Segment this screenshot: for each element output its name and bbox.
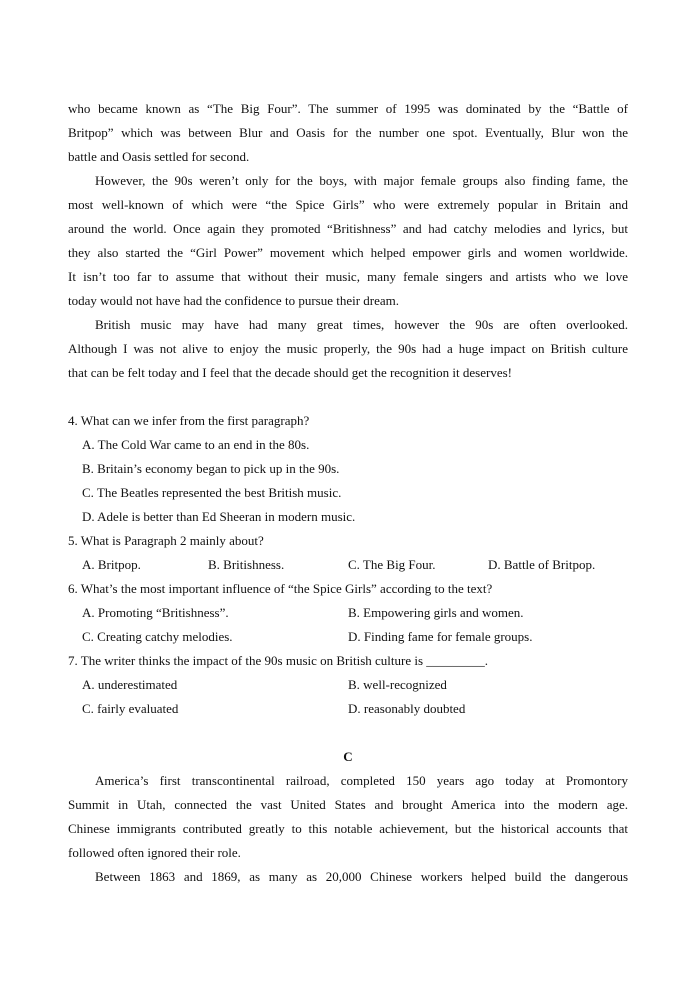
question-6-option-a: A. Promoting “Britishness”. [82,605,229,620]
passage-b-paragraph-1 [68,97,628,169]
question-4-option-a: A. The Cold War came to an end in the 80s. [82,437,310,452]
section-c-title: C [343,749,353,764]
question-7-option-c: C. fairly evaluated [82,701,179,716]
question-5-option-d: D. Battle of Britpop. [488,557,596,572]
question-7-option-a: A. underestimated [82,677,178,692]
question-6-option-d: D. Finding fame for female groups. [348,629,533,644]
text-line: Although I was not alive to enjoy the music properly, the 90s had a huge impact on British culture [68,341,628,356]
question-7-option-b: B. well-recognized [348,677,447,692]
text-line: most well-known of which were “the Spice Girls” who were extremely popular in Britain and [68,197,628,212]
question-7-option-d: D. reasonably doubted [348,701,466,716]
text-line: Summit in Utah, connected the vast United States and brought America into the modern age. [68,797,628,812]
text-line: British music may have had many great times, however the 90s are often overlooked. [95,317,628,332]
question-4-option-d: D. Adele is better than Ed Sheeran in modern music. [82,509,356,524]
question-4-option-b: B. Britain’s economy began to pick up in the 90s. [82,461,340,476]
text-line: followed often ignored their role. [68,845,241,860]
question-6-stem: 6. What’s the most important influence of “the Spice Girls” according to the text? [68,581,493,596]
text-line: Chinese immigrants contributed greatly to this notable achievement, but the historical accounts that [68,821,628,836]
text-line: that can be felt today and I feel that the decade should get the recognition it deserves! [68,365,512,380]
passage-c-paragraph-2 [68,865,628,889]
question-5-option-a: A. Britpop. [82,557,141,572]
text-line: However, the 90s weren’t only for the boys, with major female groups also finding fame, the [95,173,628,188]
text-line: today would not have had the confidence to pursue their dream. [68,293,400,308]
question-5-stem: 5. What is Paragraph 2 mainly about? [68,533,264,548]
text-line: America’s first transcontinental railroad, completed 150 years ago today at Promontory [95,773,628,788]
question-4-stem: 4. What can we infer from the first paragraph? [68,413,310,428]
text-line: who became known as “The Big Four”. The summer of 1995 was dominated by the “Battle of [68,101,628,116]
question-6-option-c: C. Creating catchy melodies. [82,629,233,644]
text-line: Between 1863 and 1869, as many as 20,000 Chinese workers helped build the dangerous [95,869,628,884]
question-7-stem: 7. The writer thinks the impact of the 90s music on British culture is _________. [68,653,489,668]
question-4-option-c: C. The Beatles represented the best British music. [82,485,342,500]
passage-c-paragraph-1 [68,769,628,865]
text-line: Britpop” which was between Blur and Oasis for the number one spot. Eventually, Blur won the [68,125,628,140]
text-line: around the world. Once again they promoted “Britishness” and had catchy melodies and lyrics, but [68,221,628,236]
text-line: It isn’t too far to assume that without their music, many female singers and artists who we love [68,269,628,284]
question-6-option-b: B. Empowering girls and women. [348,605,524,620]
passage-b-paragraph-3 [68,313,628,385]
question-5-option-c: C. The Big Four. [348,557,436,572]
text-line: they also started the “Girl Power” movement which helped empower girls and women worldwide. [68,245,628,260]
text-line: battle and Oasis settled for second. [68,149,250,164]
question-5-option-b: B. Britishness. [208,557,285,572]
passage-b-paragraph-2 [68,169,628,313]
